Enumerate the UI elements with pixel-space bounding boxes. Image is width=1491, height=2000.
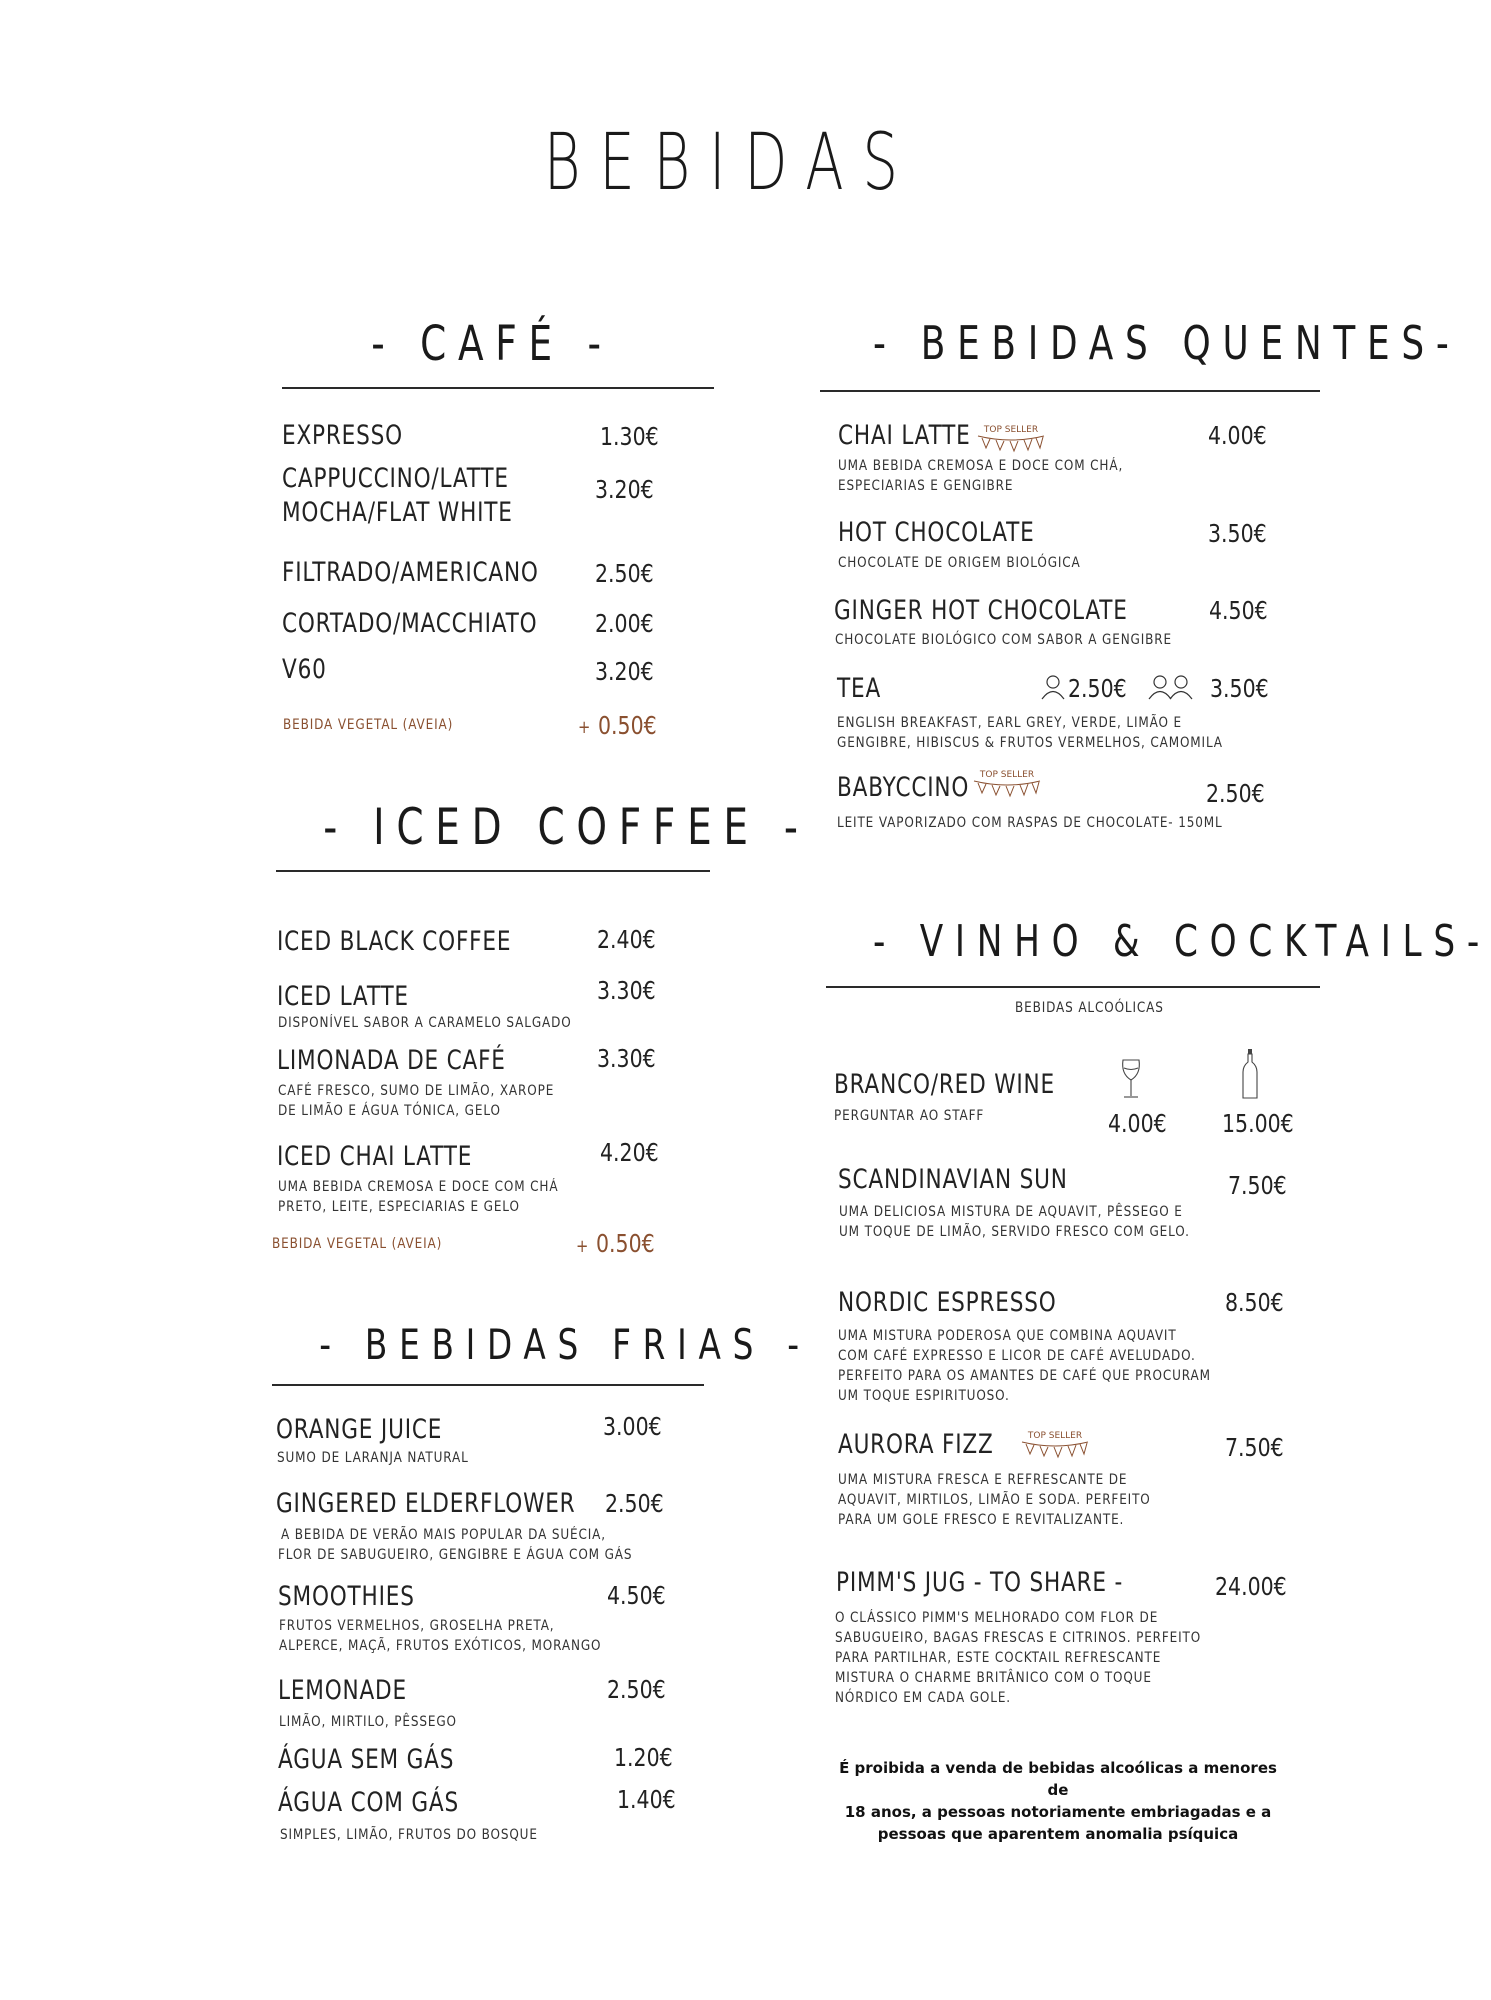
item-description: PERGUNTAR AO STAFF xyxy=(834,1108,985,1124)
wine-glass-icon xyxy=(1118,1058,1144,1100)
item-description: UMA DELICIOSA MISTURA DE AQUAVIT, PÊSSEGO E xyxy=(839,1204,1183,1220)
wine-glass-price: 4.00€ xyxy=(1108,1109,1167,1138)
item-name-line2: MOCHA/FLAT WHITE xyxy=(282,497,513,528)
item-price: 3.20€ xyxy=(595,475,654,504)
item-name: EXPRESSO xyxy=(282,420,403,451)
item-name: ICED LATTE xyxy=(277,981,409,1012)
item-description-line2: GENGIBRE, HIBISCUS & FRUTOS VERMELHOS, CAMOMILA xyxy=(837,735,1223,751)
tea-price-two-persons: 3.50€ xyxy=(1210,674,1269,703)
item-name: HOT CHOCOLATE xyxy=(838,517,1035,548)
item-description: CHOCOLATE DE ORIGEM BIOLÓGICA xyxy=(838,555,1081,571)
item-description: ENGLISH BREAKFAST, EARL GREY, VERDE, LIMÃO E xyxy=(837,715,1183,731)
page-title: BEBIDAS xyxy=(543,118,917,208)
divider xyxy=(282,387,714,389)
item-price: 3.50€ xyxy=(1208,519,1267,548)
item-price: 7.50€ xyxy=(1228,1171,1287,1200)
item-price: 7.50€ xyxy=(1225,1433,1284,1462)
top-seller-bunting-icon xyxy=(970,767,1044,801)
item-name: GINGERED ELDERFLOWER xyxy=(276,1488,576,1519)
item-price: 4.50€ xyxy=(607,1581,666,1610)
item-description-line2: SABUGUEIRO, BAGAS FRESCAS E CITRINOS. PERFEITO xyxy=(835,1630,1202,1646)
item-description-line2: UM TOQUE DE LIMÃO, SERVIDO FRESCO COM GELO. xyxy=(839,1224,1190,1240)
item-name: PIMM'S JUG - TO SHARE - xyxy=(836,1567,1124,1598)
item-price: 3.20€ xyxy=(595,657,654,686)
item-price: 24.00€ xyxy=(1215,1572,1287,1601)
item-price: 4.50€ xyxy=(1209,596,1268,625)
item-description: O CLÁSSICO PIMM'S MELHORADO COM FLOR DE xyxy=(835,1610,1159,1626)
item-price: 2.50€ xyxy=(595,559,654,588)
two-persons-icon xyxy=(1148,674,1194,700)
item-price: 4.20€ xyxy=(600,1138,659,1167)
item-name: SMOOTHIES xyxy=(278,1581,415,1612)
item-name: ORANGE JUICE xyxy=(276,1414,443,1445)
item-price: 1.20€ xyxy=(614,1743,673,1772)
item-description-line5: NÓRDICO EM CADA GOLE. xyxy=(835,1690,1011,1706)
section-title-vinho-cocktails: - VINHO & COCKTAILS- xyxy=(873,916,1491,967)
divider xyxy=(276,870,710,872)
tea-price-one-person: 2.50€ xyxy=(1068,674,1127,703)
item-price: 2.50€ xyxy=(1206,779,1265,808)
item-price: 3.30€ xyxy=(597,1044,656,1073)
item-description: SUMO DE LARANJA NATURAL xyxy=(277,1450,469,1466)
item-description-line2: COM CAFÉ EXPRESSO E LICOR DE CAFÉ AVELUDADO. xyxy=(838,1348,1196,1364)
wine-bottle-icon xyxy=(1240,1048,1260,1100)
item-name: TEA xyxy=(837,673,882,704)
item-name: V60 xyxy=(282,654,327,685)
item-name: NORDIC ESPRESSO xyxy=(838,1287,1057,1318)
item-description: FRUTOS VERMELHOS, GROSELHA PRETA, xyxy=(279,1618,555,1634)
section-title-cafe: - CAFÉ - xyxy=(371,316,613,372)
item-name: ÁGUA SEM GÁS xyxy=(278,1744,455,1775)
section-subtitle: BEBIDAS ALCOÓLICAS xyxy=(1015,1000,1164,1016)
item-description-line3: PARA PARTILHAR, ESTE COCKTAIL REFRESCANTE xyxy=(835,1650,1162,1666)
section-title-iced-coffee: - ICED COFFEE - xyxy=(323,798,810,856)
item-description: UMA MISTURA FRESCA E REFRESCANTE DE xyxy=(838,1472,1128,1488)
item-description-line2: ESPECIARIAS E GENGIBRE xyxy=(838,478,1014,494)
item-description-line3: PERFEITO PARA OS AMANTES DE CAFÉ QUE PROCURAM xyxy=(838,1368,1211,1384)
addon-plus: + xyxy=(576,1236,589,1257)
item-name: LIMONADA DE CAFÉ xyxy=(277,1045,506,1076)
item-description: SIMPLES, LIMÃO, FRUTOS DO BOSQUE xyxy=(280,1827,538,1843)
item-description-line2: AQUAVIT, MIRTILOS, LIMÃO E SODA. PERFEITO xyxy=(838,1492,1151,1508)
item-description: LIMÃO, MIRTILO, PÊSSEGO xyxy=(279,1714,457,1730)
item-name: GINGER HOT CHOCOLATE xyxy=(834,595,1128,626)
item-price: 2.00€ xyxy=(595,609,654,638)
item-price: 4.00€ xyxy=(1208,421,1267,450)
item-price: 2.50€ xyxy=(605,1489,664,1518)
addon-label: BEBIDA VEGETAL (AVEIA) xyxy=(283,717,454,733)
top-seller-bunting-icon xyxy=(974,422,1048,456)
addon-price: 0.50€ xyxy=(598,711,657,740)
addon-price: 0.50€ xyxy=(596,1229,655,1258)
item-name: ICED BLACK COFFEE xyxy=(277,926,512,957)
top-seller-label: TOP SELLER xyxy=(1027,1431,1083,1441)
top-seller-label: TOP SELLER xyxy=(983,425,1039,435)
item-description: UMA BEBIDA CREMOSA E DOCE COM CHÁ, xyxy=(838,458,1124,474)
item-description-line2: ALPERCE, MAÇÃ, FRUTOS EXÓTICOS, MORANGO xyxy=(279,1638,602,1654)
addon-label: BEBIDA VEGETAL (AVEIA) xyxy=(272,1236,443,1252)
item-description: DISPONÍVEL SABOR A CARAMELO SALGADO xyxy=(278,1015,572,1031)
alcohol-notice-line: pessoas que aparentem anomalia psíquica xyxy=(877,1825,1239,1843)
item-name: SCANDINAVIAN SUN xyxy=(838,1164,1068,1195)
item-description-line2: PRETO, LEITE, ESPECIARIAS E GELO xyxy=(278,1199,520,1215)
divider xyxy=(826,986,1320,988)
item-description: CHOCOLATE BIOLÓGICO COM SABOR A GENGIBRE xyxy=(835,632,1172,648)
item-price: 1.40€ xyxy=(617,1785,676,1814)
item-price: 3.00€ xyxy=(603,1412,662,1441)
section-title-bebidas-frias: - BEBIDAS FRIAS - xyxy=(319,1320,811,1369)
section-title-bebidas-quentes: - BEBIDAS QUENTES- xyxy=(873,316,1461,370)
item-description: UMA BEBIDA CREMOSA E DOCE COM CHÁ xyxy=(278,1179,559,1195)
item-price: 3.30€ xyxy=(597,976,656,1005)
item-description-line4: MISTURA O CHARME BRITÂNICO COM O TOQUE xyxy=(835,1670,1152,1686)
item-description: A BEBIDA DE VERÃO MAIS POPULAR DA SUÉCIA, xyxy=(281,1527,606,1543)
item-name: AURORA FIZZ xyxy=(838,1429,994,1460)
item-description-line2: FLOR DE SABUGUEIRO, GENGIBRE E ÁGUA COM GÁS xyxy=(278,1547,633,1563)
item-description-line3: PARA UM GOLE FRESCO E REVITALIZANTE. xyxy=(838,1512,1125,1528)
item-name: CAPPUCCINO/LATTE xyxy=(282,463,509,494)
item-description: CAFÉ FRESCO, SUMO DE LIMÃO, XAROPE xyxy=(278,1083,555,1099)
wine-bottle-price: 15.00€ xyxy=(1222,1109,1294,1138)
divider xyxy=(820,390,1320,392)
item-name: CORTADO/MACCHIATO xyxy=(282,608,538,639)
item-description: UMA MISTURA PODEROSA QUE COMBINA AQUAVIT xyxy=(838,1328,1177,1344)
item-name: BABYCCINO xyxy=(837,772,970,803)
item-name: LEMONADE xyxy=(278,1675,407,1706)
divider xyxy=(272,1384,704,1386)
item-price: 1.30€ xyxy=(600,422,659,451)
item-price: 2.50€ xyxy=(607,1675,666,1704)
top-seller-bunting-icon xyxy=(1018,1428,1092,1462)
item-name: CHAI LATTE xyxy=(838,420,971,451)
item-price: 8.50€ xyxy=(1225,1288,1284,1317)
item-name: BRANCO/RED WINE xyxy=(834,1069,1055,1100)
item-description: LEITE VAPORIZADO COM RASPAS DE CHOCOLATE- 150ML xyxy=(837,815,1223,831)
alcohol-notice-line: É proibida a venda de bebidas alcoólicas a menores de xyxy=(839,1759,1277,1799)
person-icon xyxy=(1040,674,1066,700)
alcohol-notice xyxy=(828,1757,1288,1845)
item-name: ÁGUA COM GÁS xyxy=(278,1787,459,1818)
top-seller-label: TOP SELLER xyxy=(979,770,1035,780)
alcohol-notice-line: 18 anos, a pessoas notoriamente embriagadas e a xyxy=(844,1803,1272,1821)
item-description-line2: DE LIMÃO E ÁGUA TÓNICA, GELO xyxy=(278,1103,501,1119)
item-name: FILTRADO/AMERICANO xyxy=(282,557,539,588)
addon-plus: + xyxy=(578,717,591,738)
item-price: 2.40€ xyxy=(597,925,656,954)
item-description-line4: UM TOQUE ESPIRITUOSO. xyxy=(838,1388,1010,1404)
item-name: ICED CHAI LATTE xyxy=(277,1141,473,1172)
